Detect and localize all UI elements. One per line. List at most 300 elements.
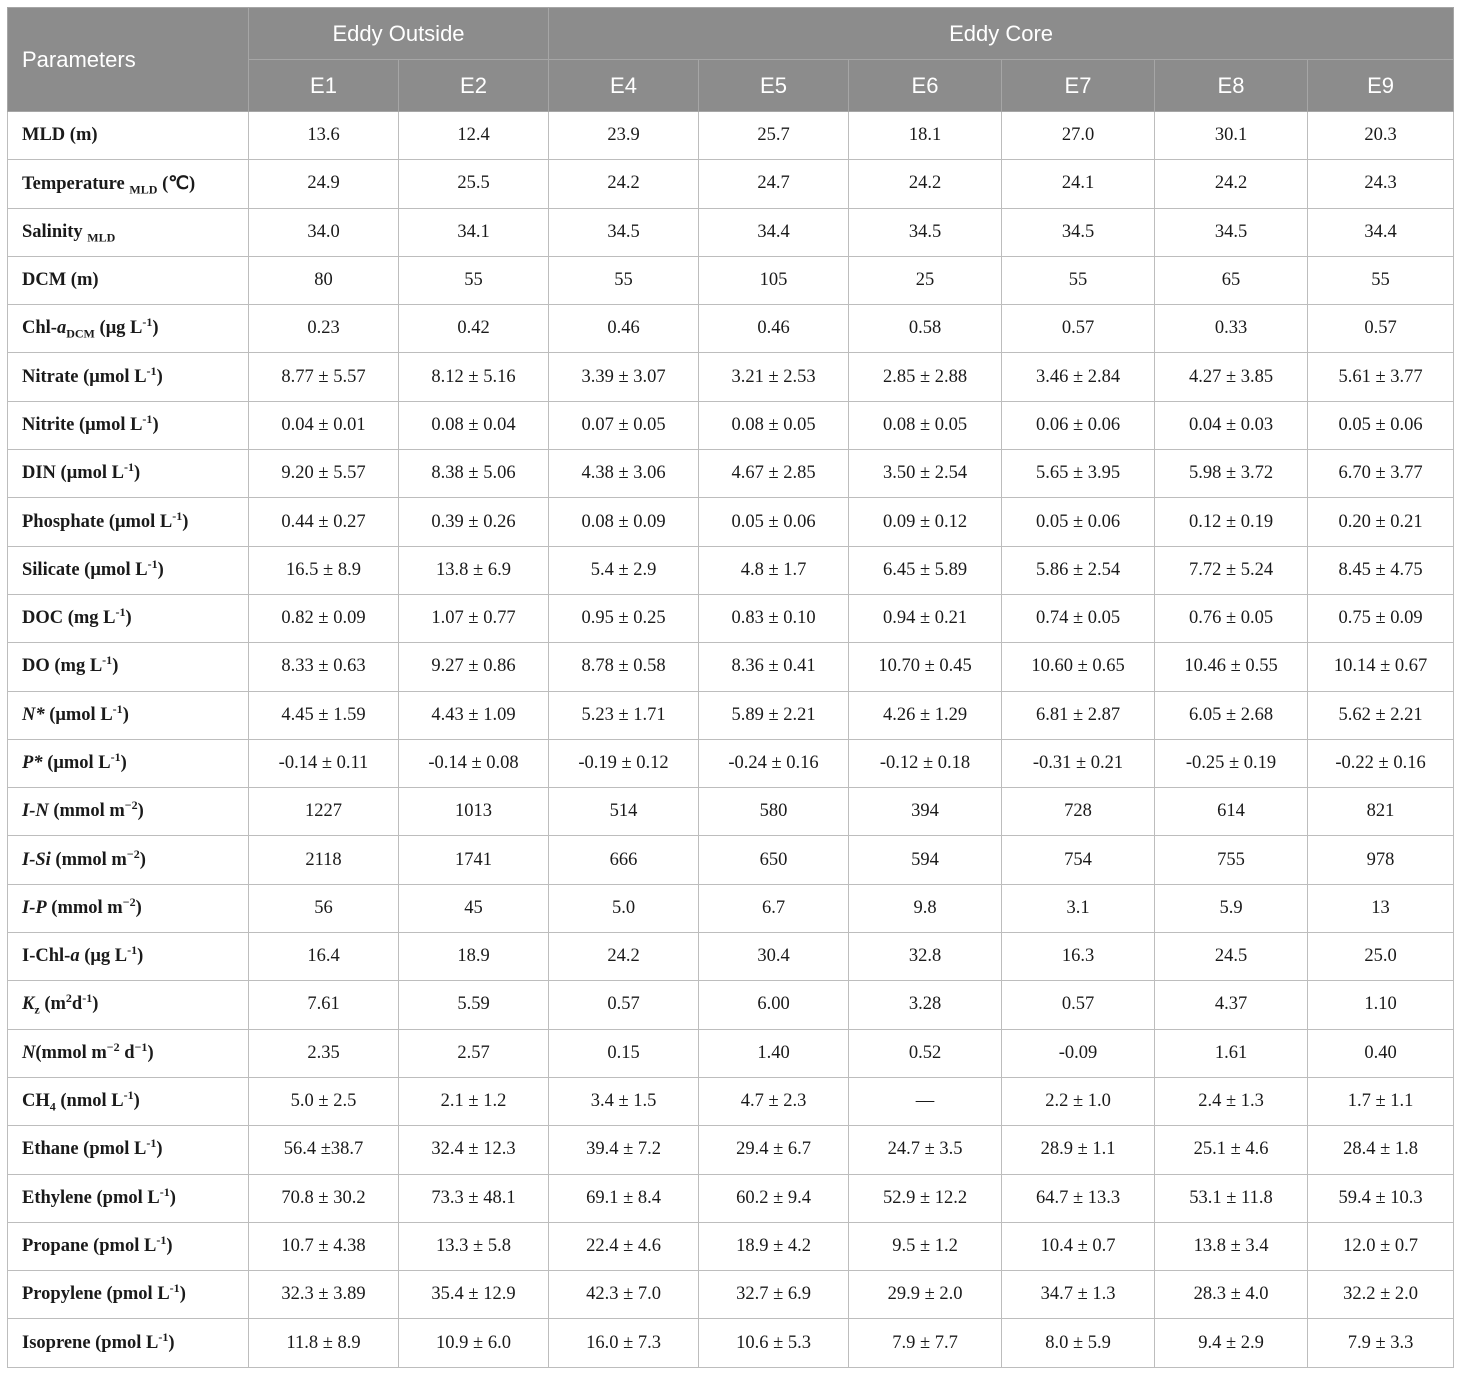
value-cell-e4: 22.4 ± 4.6 [549, 1222, 699, 1270]
table-row [8, 305, 1454, 353]
table-row [8, 1222, 1454, 1270]
row-label-sup: −2 [106, 1039, 120, 1054]
row-label-sup: -1 [112, 701, 123, 716]
row-label [8, 305, 249, 353]
row-label-main: Isoprene (pmol L [22, 1332, 159, 1353]
value-cell-e6: 24.7 ± 3.5 [849, 1126, 1002, 1174]
table-row [8, 594, 1454, 642]
station-header: E1 [249, 60, 399, 112]
value-cell-e1: 80 [249, 256, 399, 304]
parameters-header: Parameters [8, 8, 249, 112]
value-cell-e4: 0.57 [549, 981, 699, 1029]
value-cell-e9: 0.57 [1308, 305, 1454, 353]
value-cell-e4: 69.1 ± 8.4 [549, 1174, 699, 1222]
value-cell-e1: 0.82 ± 0.09 [249, 594, 399, 642]
row-label-end: ) [182, 511, 189, 532]
value-cell-e8: 25.1 ± 4.6 [1155, 1126, 1308, 1174]
value-cell-e9: 25.0 [1308, 933, 1454, 981]
row-label-sup: -1 [169, 1281, 180, 1296]
row-label [8, 836, 249, 884]
row-label-sup2: −1 [134, 1039, 148, 1054]
value-cell-e4: 24.2 [549, 933, 699, 981]
value-cell-e4: 55 [549, 256, 699, 304]
value-cell-e7: 2.2 ± 1.0 [1002, 1077, 1155, 1125]
value-cell-e8: 65 [1155, 256, 1308, 304]
value-cell-e5: -0.24 ± 0.16 [699, 739, 849, 787]
value-cell-e6: -0.12 ± 0.18 [849, 739, 1002, 787]
value-cell-e9: 5.62 ± 2.21 [1308, 691, 1454, 739]
group-header-eddy-outside: Eddy Outside [249, 8, 549, 60]
value-cell-e7: 64.7 ± 13.3 [1002, 1174, 1155, 1222]
value-cell-e2: 9.27 ± 0.86 [399, 643, 549, 691]
value-cell-e9: 1.10 [1308, 981, 1454, 1029]
row-label-main: Nitrite (μmol L [22, 414, 143, 435]
row-label-sup: -1 [172, 508, 183, 523]
value-cell-e4: 23.9 [549, 112, 699, 160]
value-cell-e7: 5.86 ± 2.54 [1002, 546, 1155, 594]
value-cell-e8: 0.76 ± 0.05 [1155, 594, 1308, 642]
value-cell-e5: 105 [699, 256, 849, 304]
value-cell-e6: 0.09 ± 0.12 [849, 498, 1002, 546]
table-row [8, 256, 1454, 304]
value-cell-e2: 12.4 [399, 112, 549, 160]
value-cell-e7: 8.0 ± 5.9 [1002, 1319, 1155, 1367]
table-row [8, 1319, 1454, 1367]
value-cell-e7: 27.0 [1002, 112, 1155, 160]
value-cell-e2: 1013 [399, 788, 549, 836]
value-cell-e6: 10.70 ± 0.45 [849, 643, 1002, 691]
value-cell-e4: 16.0 ± 7.3 [549, 1319, 699, 1367]
value-cell-e6: 0.58 [849, 305, 1002, 353]
value-cell-e4: -0.19 ± 0.12 [549, 739, 699, 787]
row-label [8, 884, 249, 932]
value-cell-e2: 55 [399, 256, 549, 304]
value-cell-e4: 5.4 ± 2.9 [549, 546, 699, 594]
value-cell-e2: 13.3 ± 5.8 [399, 1222, 549, 1270]
value-cell-e8: 24.5 [1155, 933, 1308, 981]
value-cell-e8: 10.46 ± 0.55 [1155, 643, 1308, 691]
value-cell-e7: 754 [1002, 836, 1155, 884]
value-cell-e7: 34.5 [1002, 208, 1155, 256]
value-cell-e9: 34.4 [1308, 208, 1454, 256]
row-label-end: ) [112, 656, 119, 677]
row-label [8, 401, 249, 449]
value-cell-e2: 25.5 [399, 160, 549, 208]
value-cell-e8: 6.05 ± 2.68 [1155, 691, 1308, 739]
parameters-table [7, 7, 1454, 1368]
value-cell-e8: 2.4 ± 1.3 [1155, 1077, 1308, 1125]
value-cell-e6: 3.28 [849, 981, 1002, 1029]
value-cell-e4: 8.78 ± 0.58 [549, 643, 699, 691]
value-cell-e5: 4.67 ± 2.85 [699, 450, 849, 498]
table-row [8, 450, 1454, 498]
row-label-sup: −2 [122, 894, 136, 909]
row-label-main: (m [39, 994, 66, 1015]
value-cell-e8: 614 [1155, 788, 1308, 836]
value-cell-e7: 0.57 [1002, 981, 1155, 1029]
row-label [8, 353, 249, 401]
value-cell-e7: 0.57 [1002, 305, 1155, 353]
value-cell-e1: 56 [249, 884, 399, 932]
row-label [8, 1029, 249, 1077]
row-label [8, 256, 249, 304]
table-row [8, 981, 1454, 1029]
value-cell-e4: 514 [549, 788, 699, 836]
value-cell-e1: 10.7 ± 4.38 [249, 1222, 399, 1270]
value-cell-e1: 7.61 [249, 981, 399, 1029]
row-label-it: I-Si [22, 849, 51, 870]
value-cell-e6: — [849, 1077, 1002, 1125]
value-cell-e9: 7.9 ± 3.3 [1308, 1319, 1454, 1367]
value-cell-e2: 0.08 ± 0.04 [399, 401, 549, 449]
value-cell-e2: 0.42 [399, 305, 549, 353]
value-cell-e4: 42.3 ± 7.0 [549, 1271, 699, 1319]
station-header: E5 [699, 60, 849, 112]
value-cell-e7: 6.81 ± 2.87 [1002, 691, 1155, 739]
row-label-sup: -1 [159, 1184, 170, 1199]
value-cell-e1: 0.23 [249, 305, 399, 353]
station-header: E7 [1002, 60, 1155, 112]
value-cell-e9: 1.7 ± 1.1 [1308, 1077, 1454, 1125]
row-label-end: ) [139, 849, 146, 870]
row-label-main: Ethane (pmol L [22, 1139, 147, 1160]
value-cell-e4: 3.39 ± 3.07 [549, 353, 699, 401]
row-label [8, 498, 249, 546]
value-cell-e4: 0.08 ± 0.09 [549, 498, 699, 546]
row-label-main: DOC (mg L [22, 608, 116, 629]
row-label-sup: −2 [124, 798, 138, 813]
value-cell-e9: 5.61 ± 3.77 [1308, 353, 1454, 401]
table-body [8, 112, 1454, 1368]
value-cell-e4: 0.46 [549, 305, 699, 353]
value-cell-e7: 5.65 ± 3.95 [1002, 450, 1155, 498]
row-label-sup: -1 [156, 1232, 167, 1247]
value-cell-e1: 0.44 ± 0.27 [249, 498, 399, 546]
row-label-main: Phosphate (μmol L [22, 511, 173, 532]
row-label-sub: z [34, 1003, 40, 1018]
table-row [8, 643, 1454, 691]
value-cell-e1: 8.77 ± 5.57 [249, 353, 399, 401]
table-row [8, 933, 1454, 981]
row-label-end: ) [122, 704, 129, 725]
value-cell-e8: 755 [1155, 836, 1308, 884]
row-label [8, 788, 249, 836]
row-label-tail: (℃) [157, 173, 196, 194]
value-cell-e2: 2.57 [399, 1029, 549, 1077]
row-label-sup: −2 [126, 846, 140, 861]
row-label-main: Propane (pmol L [22, 1235, 157, 1256]
value-cell-e4: 0.15 [549, 1029, 699, 1077]
table-row [8, 401, 1454, 449]
value-cell-e9: 20.3 [1308, 112, 1454, 160]
row-label [8, 643, 249, 691]
value-cell-e2: 45 [399, 884, 549, 932]
value-cell-e5: 580 [699, 788, 849, 836]
value-cell-e8: 0.04 ± 0.03 [1155, 401, 1308, 449]
value-cell-e8: 4.27 ± 3.85 [1155, 353, 1308, 401]
value-cell-e6: 0.52 [849, 1029, 1002, 1077]
row-label-sup: -1 [146, 1136, 157, 1151]
value-cell-e5: 10.6 ± 5.3 [699, 1319, 849, 1367]
value-cell-e9: 28.4 ± 1.8 [1308, 1126, 1454, 1174]
row-label-end: ) [147, 1042, 154, 1063]
table-row [8, 546, 1454, 594]
value-cell-e4: 39.4 ± 7.2 [549, 1126, 699, 1174]
table-row [8, 498, 1454, 546]
value-cell-e7: 10.60 ± 0.65 [1002, 643, 1155, 691]
row-label-sup: -1 [123, 1087, 134, 1102]
row-label-main: DCM (m) [22, 270, 99, 291]
value-cell-e6: 9.8 [849, 884, 1002, 932]
value-cell-e1: 16.5 ± 8.9 [249, 546, 399, 594]
value-cell-e2: 1741 [399, 836, 549, 884]
station-header: E2 [399, 60, 549, 112]
value-cell-e6: 0.94 ± 0.21 [849, 594, 1002, 642]
value-cell-e1: 2.35 [249, 1029, 399, 1077]
value-cell-e9: 8.45 ± 4.75 [1308, 546, 1454, 594]
row-label [8, 1077, 249, 1125]
row-label-it: a [70, 946, 80, 967]
value-cell-e7: -0.31 ± 0.21 [1002, 739, 1155, 787]
value-cell-e1: 70.8 ± 30.2 [249, 1174, 399, 1222]
table-row [8, 1271, 1454, 1319]
station-header: E4 [549, 60, 699, 112]
row-label-sup: -1 [127, 943, 138, 958]
value-cell-e8: 53.1 ± 11.8 [1155, 1174, 1308, 1222]
value-cell-e7: 34.7 ± 1.3 [1002, 1271, 1155, 1319]
row-label-main: (μmol L [44, 704, 113, 725]
row-label-sup: -1 [142, 315, 153, 330]
value-cell-e1: 24.9 [249, 160, 399, 208]
value-cell-e8: -0.25 ± 0.19 [1155, 739, 1308, 787]
value-cell-e2: 35.4 ± 12.9 [399, 1271, 549, 1319]
value-cell-e7: -0.09 [1002, 1029, 1155, 1077]
value-cell-e2: 32.4 ± 12.3 [399, 1126, 549, 1174]
value-cell-e8: 1.61 [1155, 1029, 1308, 1077]
value-cell-e1: 1227 [249, 788, 399, 836]
value-cell-e8: 5.98 ± 3.72 [1155, 450, 1308, 498]
value-cell-e8: 0.12 ± 0.19 [1155, 498, 1308, 546]
row-label-end: ) [157, 559, 164, 580]
row-label [8, 208, 249, 256]
table-row [8, 1077, 1454, 1125]
row-label-end: ) [156, 366, 163, 387]
row-label-it: P* [22, 753, 43, 773]
row-label-end: ) [179, 1284, 186, 1305]
value-cell-e5: 25.7 [699, 112, 849, 160]
value-cell-e1: 11.8 ± 8.9 [249, 1319, 399, 1367]
value-cell-e8: 34.5 [1155, 208, 1308, 256]
row-label-sup: -1 [158, 1329, 169, 1344]
row-label-sup: -1 [146, 363, 157, 378]
row-label-main: Salinity [22, 221, 88, 242]
value-cell-e5: 18.9 ± 4.2 [699, 1222, 849, 1270]
table-header [8, 8, 1454, 112]
value-cell-e5: 0.08 ± 0.05 [699, 401, 849, 449]
value-cell-e8: 9.4 ± 2.9 [1155, 1319, 1308, 1367]
value-cell-e2: 73.3 ± 48.1 [399, 1174, 549, 1222]
value-cell-e2: 2.1 ± 1.2 [399, 1077, 549, 1125]
value-cell-e8: 24.2 [1155, 160, 1308, 208]
value-cell-e7: 3.1 [1002, 884, 1155, 932]
value-cell-e2: 18.9 [399, 933, 549, 981]
row-label [8, 691, 249, 739]
value-cell-e9: 0.40 [1308, 1029, 1454, 1077]
row-label [8, 450, 249, 498]
value-cell-e1: 9.20 ± 5.57 [249, 450, 399, 498]
row-label-end: ) [152, 318, 159, 339]
row-label [8, 739, 249, 787]
row-label-end: ) [156, 1139, 163, 1160]
value-cell-e4: 24.2 [549, 160, 699, 208]
row-label-sup: -1 [123, 460, 134, 475]
value-cell-e6: 0.08 ± 0.05 [849, 401, 1002, 449]
row-label-main: (mmol m [46, 897, 123, 918]
row-label [8, 1319, 249, 1367]
value-cell-e5: 60.2 ± 9.4 [699, 1174, 849, 1222]
value-cell-e6: 32.8 [849, 933, 1002, 981]
row-label-main: Ethylene (pmol L [22, 1187, 160, 1208]
value-cell-e4: 0.07 ± 0.05 [549, 401, 699, 449]
value-cell-e1: 34.0 [249, 208, 399, 256]
table-row [8, 836, 1454, 884]
value-cell-e5: 8.36 ± 0.41 [699, 643, 849, 691]
value-cell-e1: 16.4 [249, 933, 399, 981]
row-label [8, 1126, 249, 1174]
value-cell-e8: 5.9 [1155, 884, 1308, 932]
row-label-main: Silicate (μmol L [22, 559, 148, 580]
value-cell-e9: -0.22 ± 0.16 [1308, 739, 1454, 787]
row-label-tail: d [71, 994, 83, 1015]
value-cell-e2: 4.43 ± 1.09 [399, 691, 549, 739]
value-cell-e8: 28.3 ± 4.0 [1155, 1271, 1308, 1319]
row-label-it: I-P [22, 897, 47, 918]
header-group-row [8, 8, 1454, 60]
row-label-tail: d [119, 1042, 135, 1063]
row-label-sub: MLD [87, 230, 116, 245]
row-label-sup: -1 [142, 411, 153, 426]
value-cell-e7: 0.74 ± 0.05 [1002, 594, 1155, 642]
table-row [8, 160, 1454, 208]
value-cell-e5: 30.4 [699, 933, 849, 981]
value-cell-e9: 55 [1308, 256, 1454, 304]
row-label-it: K [22, 994, 35, 1015]
row-label-end: ) [133, 463, 141, 484]
value-cell-e1: 2118 [249, 836, 399, 884]
row-label-it: I-N [22, 801, 49, 822]
value-cell-e6: 25 [849, 256, 1002, 304]
value-cell-e2: 10.9 ± 6.0 [399, 1319, 549, 1367]
value-cell-e9: 0.05 ± 0.06 [1308, 401, 1454, 449]
row-label-main: (mmol m [50, 849, 127, 870]
value-cell-e6: 34.5 [849, 208, 1002, 256]
value-cell-e9: 32.2 ± 2.0 [1308, 1271, 1454, 1319]
row-label [8, 1222, 249, 1270]
value-cell-e6: 24.2 [849, 160, 1002, 208]
station-header: E9 [1308, 60, 1454, 112]
row-label-end: ) [120, 753, 127, 773]
value-cell-e9: 10.14 ± 0.67 [1308, 643, 1454, 691]
value-cell-e7: 55 [1002, 256, 1155, 304]
row-label-end: ) [137, 946, 144, 967]
value-cell-e5: 29.4 ± 6.7 [699, 1126, 849, 1174]
value-cell-e5: 34.4 [699, 208, 849, 256]
row-label-end: ) [166, 1235, 173, 1256]
row-label-main: (mmol m [35, 1042, 107, 1063]
value-cell-e8: 13.8 ± 3.4 [1155, 1222, 1308, 1270]
value-cell-e9: 0.75 ± 0.09 [1308, 594, 1454, 642]
value-cell-e9: 13 [1308, 884, 1454, 932]
value-cell-e8: 4.37 [1155, 981, 1308, 1029]
row-label-main: Nitrate (μmol L [22, 366, 147, 387]
value-cell-e1: 32.3 ± 3.89 [249, 1271, 399, 1319]
value-cell-e1: 4.45 ± 1.59 [249, 691, 399, 739]
value-cell-e7: 0.05 ± 0.06 [1002, 498, 1155, 546]
value-cell-e2: 8.12 ± 5.16 [399, 353, 549, 401]
value-cell-e9: 12.0 ± 0.7 [1308, 1222, 1454, 1270]
value-cell-e7: 28.9 ± 1.1 [1002, 1126, 1155, 1174]
row-label-main: Propylene (pmol L [22, 1284, 170, 1305]
value-cell-e5: 1.40 [699, 1029, 849, 1077]
value-cell-e2: 5.59 [399, 981, 549, 1029]
row-label-it: a [56, 318, 67, 339]
row-label [8, 981, 249, 1029]
value-cell-e4: 5.0 [549, 884, 699, 932]
value-cell-e7: 16.3 [1002, 933, 1155, 981]
value-cell-e8: 7.72 ± 5.24 [1155, 546, 1308, 594]
row-label-main: CH [22, 1091, 50, 1112]
value-cell-e5: 4.7 ± 2.3 [699, 1077, 849, 1125]
table-row [8, 788, 1454, 836]
value-cell-e4: 5.23 ± 1.71 [549, 691, 699, 739]
row-label-main: DIN (μmol L [22, 463, 124, 484]
row-label-tail: (nmol L [55, 1091, 124, 1112]
value-cell-e4: 3.4 ± 1.5 [549, 1077, 699, 1125]
row-label-tail: (μg L [94, 318, 143, 339]
table-row [8, 112, 1454, 160]
value-cell-e8: 0.33 [1155, 305, 1308, 353]
value-cell-e5: 24.7 [699, 160, 849, 208]
value-cell-e6: 394 [849, 788, 1002, 836]
group-header-eddy-core: Eddy Core [549, 8, 1454, 60]
row-label-main: Temperature [22, 173, 130, 194]
row-label-end: ) [92, 994, 99, 1015]
value-cell-e5: 0.46 [699, 305, 849, 353]
row-label-main: DO (mg L [22, 656, 103, 677]
value-cell-e9: 24.3 [1308, 160, 1454, 208]
value-cell-e2: 13.8 ± 6.9 [399, 546, 549, 594]
value-cell-e5: 6.00 [699, 981, 849, 1029]
value-cell-e4: 0.95 ± 0.25 [549, 594, 699, 642]
row-label-end: ) [137, 801, 144, 822]
row-label-sup: 2 [65, 991, 72, 1006]
row-label-end: ) [152, 414, 159, 435]
row-label-sub: 4 [49, 1099, 56, 1114]
row-label-sup: -1 [147, 556, 158, 571]
row-label-sub: MLD [129, 182, 158, 197]
value-cell-e8: 30.1 [1155, 112, 1308, 160]
value-cell-e5: 0.83 ± 0.10 [699, 594, 849, 642]
table-row [8, 884, 1454, 932]
row-label-sup2: -1 [82, 991, 93, 1006]
row-label-sub: DCM [66, 327, 95, 342]
row-label [8, 1174, 249, 1222]
row-label-main: Chl- [22, 318, 57, 339]
row-label-it: N* [22, 704, 45, 725]
value-cell-e6: 594 [849, 836, 1002, 884]
value-cell-e5: 4.8 ± 1.7 [699, 546, 849, 594]
value-cell-e5: 5.89 ± 2.21 [699, 691, 849, 739]
